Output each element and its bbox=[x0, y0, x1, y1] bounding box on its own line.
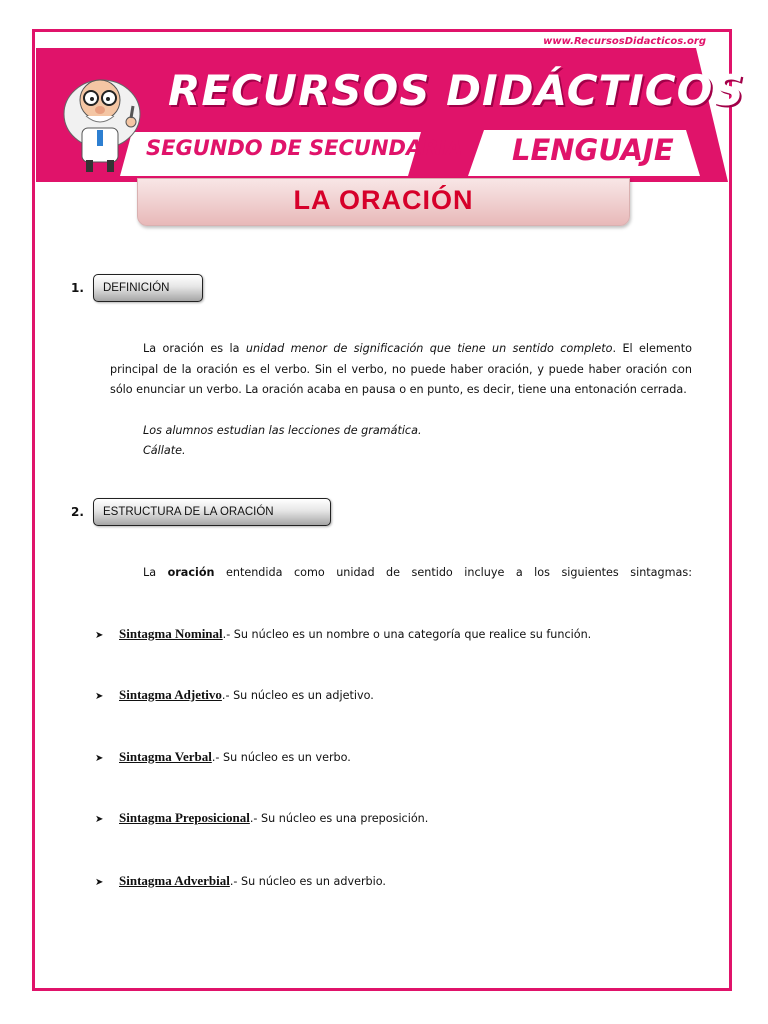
list-item-desc: .- Su núcleo es un adverbio. bbox=[229, 875, 386, 888]
list-item bbox=[95, 810, 428, 826]
list-item-term: Sintagma Adverbial bbox=[119, 873, 230, 888]
arrow-bullet-icon: ➤ bbox=[95, 753, 104, 764]
list-item bbox=[95, 626, 591, 642]
subject-label: LENGUAJE bbox=[512, 133, 674, 167]
arrow-bullet-icon: ➤ bbox=[95, 814, 104, 825]
site-url[interactable]: www.RecursosDidacticos.org bbox=[543, 36, 706, 47]
section-number-1: 1. bbox=[71, 281, 84, 295]
example-sentence: Cállate. bbox=[143, 444, 186, 457]
list-item-term: Sintagma Preposicional bbox=[119, 810, 250, 825]
definition-emphasis: unidad menor de significación que tiene un sentido completo bbox=[245, 342, 613, 355]
list-item-term: Sintagma Verbal bbox=[119, 749, 212, 764]
structure-intro bbox=[110, 563, 692, 584]
section-heading-definicion: DEFINICIÓN bbox=[93, 274, 203, 302]
definition-paragraph bbox=[110, 339, 692, 401]
arrow-bullet-icon: ➤ bbox=[95, 630, 104, 641]
structure-intro-a: La bbox=[143, 566, 168, 579]
list-item-term: Sintagma Adjetivo bbox=[119, 687, 222, 702]
list-item-desc: .- Su núcleo es un verbo. bbox=[211, 751, 351, 764]
list-item bbox=[95, 749, 351, 765]
brand-title: RECURSOS DIDÁCTICOS bbox=[168, 66, 745, 115]
page-title-box bbox=[137, 178, 630, 226]
arrow-bullet-icon: ➤ bbox=[95, 691, 104, 702]
grade-level: SEGUNDO DE SECUNDARIA bbox=[146, 136, 463, 160]
list-item-desc: .- Su núcleo es un adjetivo. bbox=[221, 689, 374, 702]
structure-intro-bold: oración bbox=[167, 566, 215, 579]
list-item-desc: .- Su núcleo es un nombre o una categoría que realice su función. bbox=[222, 628, 592, 641]
section-heading-estructura: ESTRUCTURA DE LA ORACIÓN bbox=[93, 498, 331, 526]
structure-intro-c: entendida como unidad de sentido incluye a los siguientes sintagmas: bbox=[214, 566, 692, 579]
definition-text-b: . El elemento principal de la oración es el verbo. Sin el verbo, no puede haber oración, y puede haber oración con sólo enunciar un verbo. La oración acaba en pausa o en punto, es decir, tiene una entonación cerrada. bbox=[110, 342, 692, 396]
page-title: LA ORACIÓN bbox=[293, 185, 474, 215]
list-item-desc: .- Su núcleo es una preposición. bbox=[249, 812, 429, 825]
example-sentence: Los alumnos estudian las lecciones de gramática. bbox=[143, 424, 422, 437]
definition-text-a: La oración es la bbox=[143, 342, 246, 355]
arrow-bullet-icon: ➤ bbox=[95, 877, 104, 888]
list-item bbox=[95, 873, 386, 889]
section-number-2: 2. bbox=[71, 505, 84, 519]
list-item bbox=[95, 687, 374, 703]
list-item-term: Sintagma Nominal bbox=[119, 626, 223, 641]
